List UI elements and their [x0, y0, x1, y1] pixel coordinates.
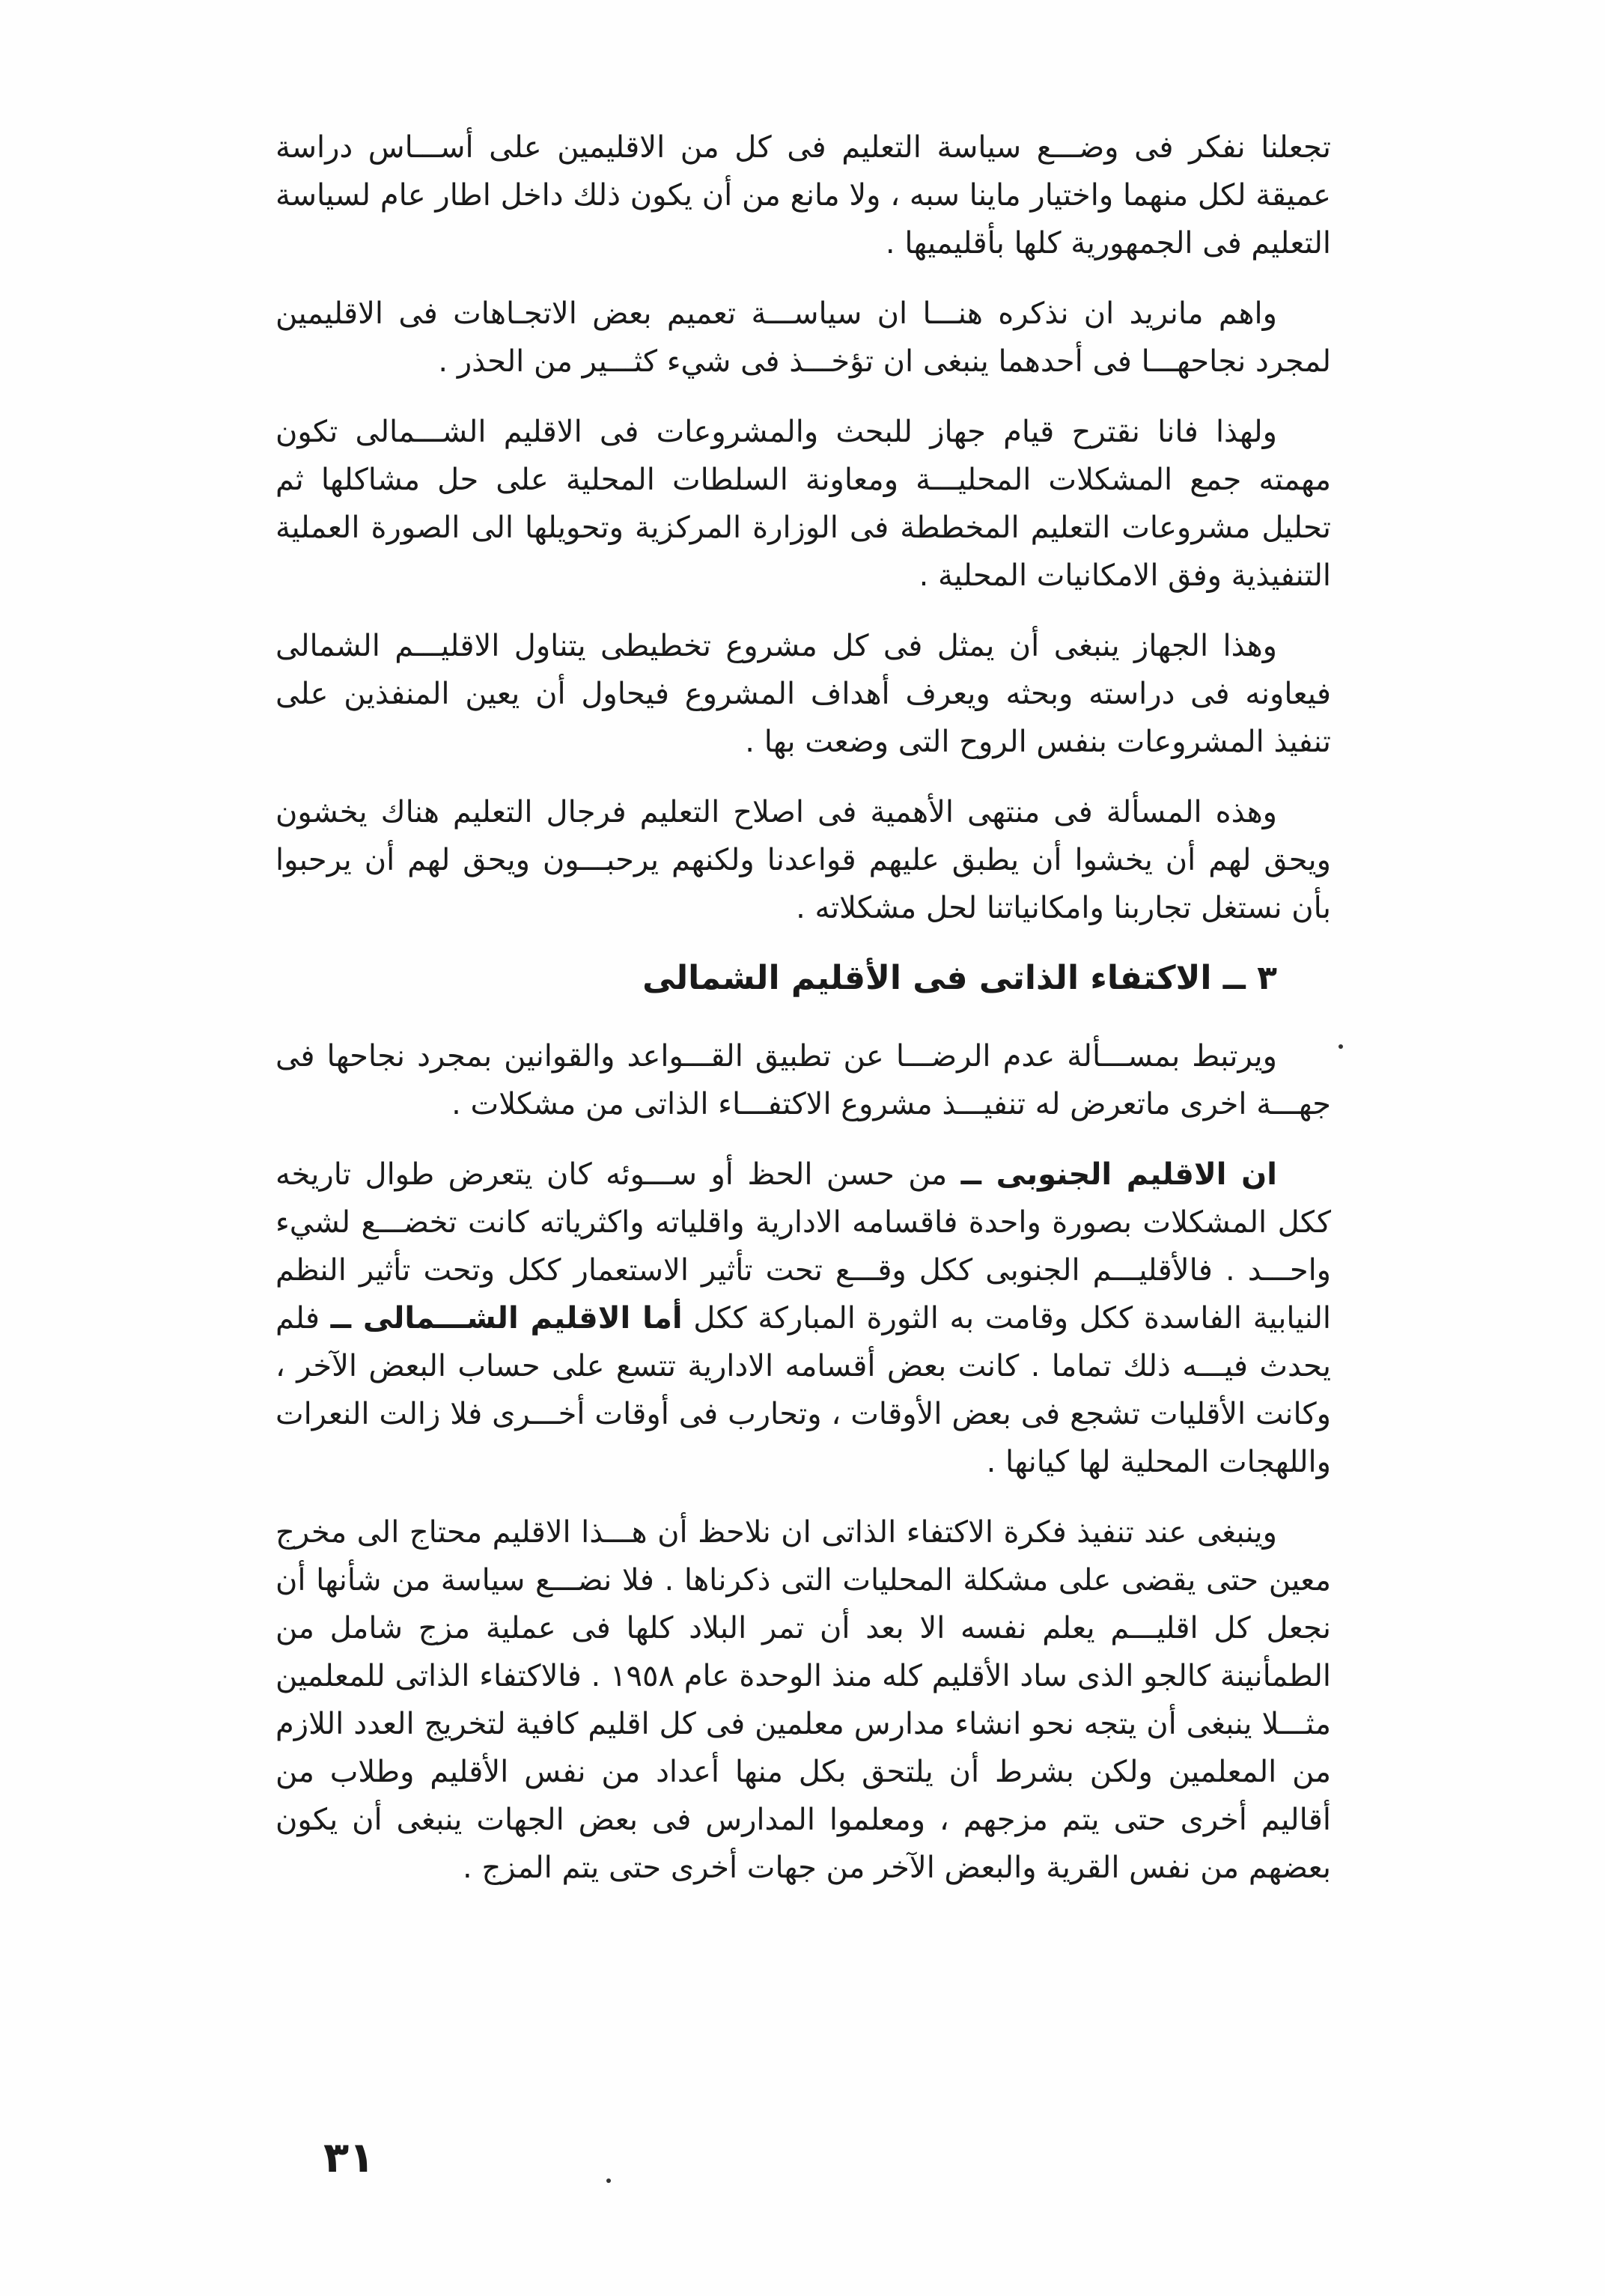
paragraph-5: وهذه المسألة فى منتهى الأهمية فى اصلاح التعليم فرجال التعليم هناك يخشون ويحق لهم أن يخشوا أن يطبق عليهم قواعدنا ولكنهم يرحبـــون ويحق لهم أن يرحبوا بأن نستغل تجاربنا وامكانياتنا لحل مشكلاته .	[275, 795, 1331, 925]
paragraph-7-text-b: فلم يحدث فيـــه ذلك تماما . كانت بعض أقسامه الادارية تتسع على حساب البعض الآخر ، وكانت الأقليات تشجع فى بعض الأوقات ، وتحارب فى أوقات أخـــرى فلا زالت النعرات واللهجات المحلية لها كيانها .	[275, 1301, 1331, 1479]
paragraph-8: وينبغى عند تنفيذ فكرة الاكتفاء الذاتى ان نلاحظ أن هـــذا الاقليم محتاج الى مخرج معين حتى يقضى على مشكلة المحليات التى ذكرناها . فلا نضـــع سياسة من شأنها أن نجعل كل اقليـــم يعلم نفسه الا بعد أن تمر البلاد كلها فى عملية مزج شامل من الطمأنينة كالجو الذى ساد الأقليم كله منذ الوحدة عام ١٩٥٨ . فالاكتفاء الذاتى للمعلمين مثـــلا ينبغى أن يتجه نحو انشاء مدارس معلمين فى كل اقليم كافية لتخريج العدد اللازم من المعلمين ولكن بشرط أن يلتحق بكل منها أعداد من نفس الأقليم وطلاب من أقاليم أخرى حتى يتم مزجهم ، ومعلموا المدارس فى بعض الجهات ينبغى أن يكون بعضهم من نفس القرية والبعض الآخر من جهات أخرى حتى يتم المزج .	[275, 1515, 1331, 1885]
scan-speck	[606, 2178, 611, 2183]
paragraph-1: تجعلنا نفكر فى وضـــع سياسة التعليم فى كل من الاقليمين على أســـاس دراسة عميقة لكل منهما واختيار ماينا سبه ، ولا مانع من أن يكون ذلك داخل اطار عام لسياسة التعليم فى الجمهورية كلها بأقليميها .	[275, 130, 1331, 261]
paragraph-6: ويرتبط بمســـألة عدم الرضـــا عن تطبيق القـــواعد والقوانين بمجرد نجاحها فى جهـــة اخرى ماتعرض له تنفيـــذ مشروع الاكتفـــاء الذاتى من مشكلات .	[275, 1039, 1331, 1121]
scan-speck	[1338, 1044, 1343, 1049]
paragraph-4: وهذا الجهاز ينبغى أن يمثل فى كل مشروع تخطيطى يتناول الاقليـــم الشمالى فيعاونه فى دراسته وبحثه ويعرف أهداف المشروع فيحاول أن يعين المنفذين على تنفيذ المشروعات بنفس الروح التى وضعت بها .	[275, 629, 1331, 759]
paragraph-3: ولهذا فانا نقترح قيام جهاز للبحث والمشروعات فى الاقليم الشـــمالى تكون مهمته جمع المشكلات المحليـــة ومعاونة السلطات المحلية على حل مشاكلها ثم تحليل مشروعات التعليم المخططة فى الوزارة المركزية وتحويلها الى الصورة العملية التنفيذية وفق الامكانيات المحلية .	[275, 415, 1331, 593]
paragraph-7-lead-bold: ان الاقليم الجنوبى ــ	[960, 1157, 1277, 1192]
page-number: ٣١	[323, 2134, 375, 2182]
paragraph-2: واهم مانريد ان نذكره هنـــا ان سياســـة تعميم بعض الاتجـاهات فى الاقليمين لمجرد نجاحهـــا فى أحدهما ينبغى ان تؤخـــذ فى شيء كثـــير من الحذر .	[275, 296, 1331, 379]
paragraph-7-mid-bold: أما الاقليم الشـــمالى ــ	[330, 1301, 683, 1336]
paragraph-7-text-a: من حسن الحظ أو ســـوئه كان يتعرض طوال تاريخه ككل المشكلات بصورة واحدة فاقسامه الادارية واقلياته واكثرياته كانت تخضـــع لشيء واحـــد . فالأقليـــم الجنوبى ككل وقـــع تحت تأثير الاستعمار ككل وتحت تأثير النظم النيابية الفاسدة ككل وقامت به الثورة المباركة ككل	[275, 1157, 1331, 1336]
paragraph-7	[275, 1151, 1331, 1486]
body-text-column	[275, 124, 1331, 1914]
section-heading: ٣ ــ الاكتفاء الذاتى فى الأقليم الشمالى	[642, 959, 1277, 997]
